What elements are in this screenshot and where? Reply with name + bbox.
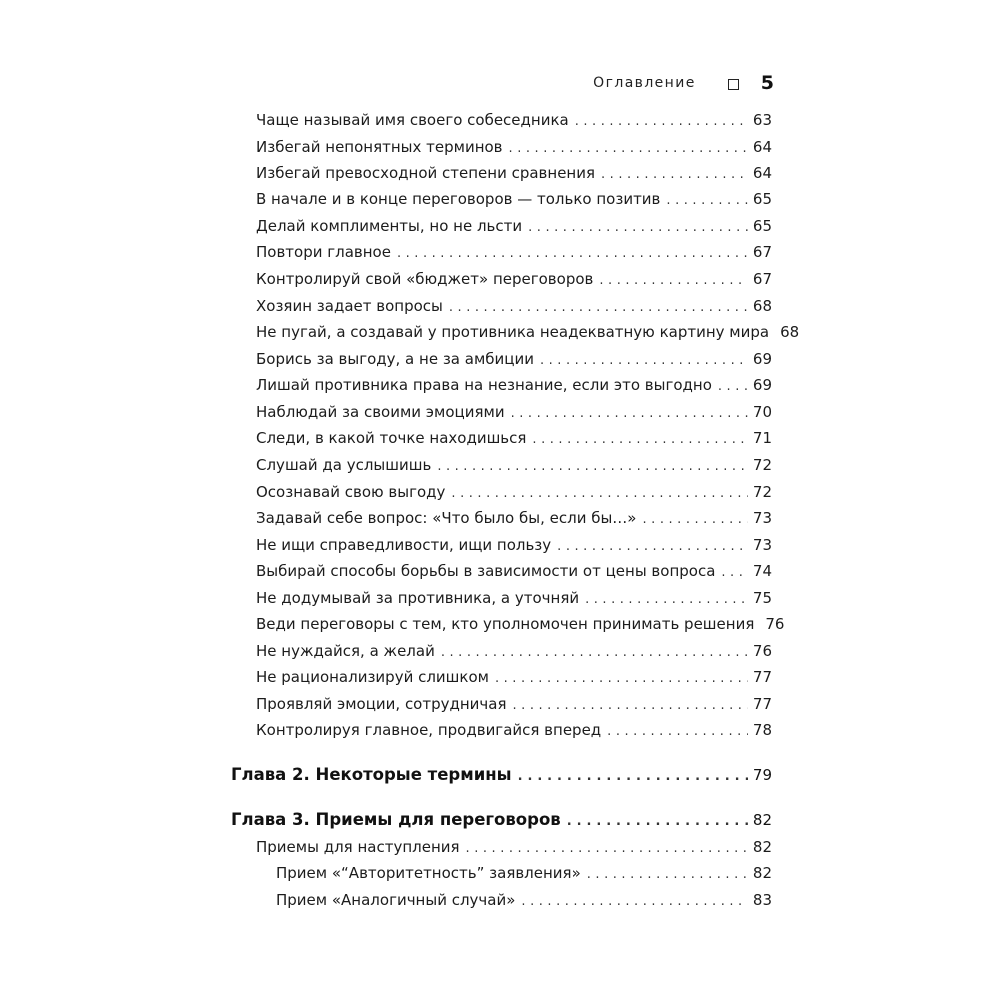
toc-entry-label: Задавай себе вопрос: «Что было бы, если бы…» xyxy=(256,509,637,527)
leader-dots xyxy=(449,298,748,318)
leader-dots xyxy=(557,537,748,557)
toc-entry[interactable] xyxy=(256,535,772,557)
leader-dots xyxy=(585,590,748,610)
toc-entry-label: Не рационализируй слишком xyxy=(256,668,489,686)
leader-dots xyxy=(521,892,747,912)
toc-entry-page: 73 xyxy=(752,509,772,527)
toc-entry[interactable] xyxy=(256,428,772,450)
toc-entry-page: 67 xyxy=(752,243,772,261)
toc-entry-label: Повтори главное xyxy=(256,243,391,261)
leader-dots xyxy=(718,377,748,397)
leader-dots xyxy=(607,722,748,742)
toc-entry-label: Осознавай свою выгоду xyxy=(256,483,446,501)
toc-entry-label: Проявляй эмоции, сотрудничая xyxy=(256,695,507,713)
toc-section-page: 82 xyxy=(752,838,772,856)
toc-subentry-label: Прием «“Авторитетность” заявления» xyxy=(276,864,581,882)
toc-entry-label: Не нуждайся, а желай xyxy=(256,642,435,660)
leader-dots xyxy=(509,139,748,159)
leader-dots xyxy=(466,839,748,859)
toc-subentry-page: 82 xyxy=(752,864,772,882)
toc-entry[interactable] xyxy=(256,242,772,264)
toc-entry[interactable] xyxy=(256,296,772,318)
toc-entry-page: 72 xyxy=(752,456,772,474)
toc-entry[interactable] xyxy=(256,322,800,344)
toc-entry-label: Чаще называй имя своего собеседника xyxy=(256,111,569,129)
leader-dots xyxy=(532,430,748,450)
toc-entry-label: Хозяин задает вопросы xyxy=(256,297,443,315)
leader-dots xyxy=(397,244,748,264)
toc-entry-page: 77 xyxy=(752,695,772,713)
leader-dots xyxy=(518,767,748,787)
toc-entry[interactable] xyxy=(256,375,772,397)
toc-chapter-label: Глава 2. Некоторые термины xyxy=(231,765,512,784)
toc-subentry[interactable] xyxy=(276,863,772,885)
toc-entry-label: Не пугай, а создавай у противника неадекватную картину мира xyxy=(256,323,770,341)
leader-dots xyxy=(511,404,748,424)
leader-dots xyxy=(441,643,748,663)
toc-entry-label: Контролируя главное, продвигайся вперед xyxy=(256,721,602,739)
toc-entry-page: 64 xyxy=(752,164,772,182)
running-header xyxy=(560,70,774,96)
page-number: 5 xyxy=(760,72,774,94)
leader-dots xyxy=(587,865,748,885)
leader-dots xyxy=(721,563,748,583)
toc-entry-label: Контролируй свой «бюджет» переговоров xyxy=(256,270,594,288)
toc-entry[interactable] xyxy=(256,402,772,424)
toc-entry[interactable] xyxy=(256,349,772,371)
toc-subentry-label: Прием «Аналогичный случай» xyxy=(276,891,516,909)
leader-dots xyxy=(495,669,748,689)
toc-entry[interactable] xyxy=(256,720,772,742)
toc-entry-label: Делай комплименты, но не льсти xyxy=(256,217,523,235)
toc-entry-page: 69 xyxy=(752,350,772,368)
toc-entry-page: 64 xyxy=(752,138,772,156)
toc-chapter-2[interactable] xyxy=(231,765,772,787)
toc-entry-label: Избегай непонятных терминов xyxy=(256,138,503,156)
toc-entry-label: Борись за выгоду, а не за амбиции xyxy=(256,350,534,368)
toc-entry-label: Не ищи справедливости, ищи пользу xyxy=(256,536,552,554)
toc-entry[interactable] xyxy=(256,216,772,238)
toc-entry-page: 75 xyxy=(752,589,772,607)
toc-entry-label: Следи, в какой точке находишься xyxy=(256,429,527,447)
toc-chapter-3[interactable] xyxy=(231,810,772,832)
toc-entry[interactable] xyxy=(256,110,772,132)
toc-subentry[interactable] xyxy=(276,890,772,912)
toc-entry-label: Избегай превосходной степени сравнения xyxy=(256,164,596,182)
running-header-title: Оглавление xyxy=(593,75,696,91)
toc-entry-page: 74 xyxy=(752,562,772,580)
toc-chapter-label: Глава 3. Приемы для переговоров xyxy=(231,810,561,829)
toc-entry-page: 77 xyxy=(752,668,772,686)
toc-entry-page: 71 xyxy=(752,429,772,447)
leader-dots xyxy=(643,510,748,530)
toc-entry[interactable] xyxy=(256,667,772,689)
toc-entry-page: 68 xyxy=(780,323,800,341)
toc-entry-page: 76 xyxy=(752,642,772,660)
leader-dots xyxy=(575,112,748,132)
toc-entry[interactable] xyxy=(256,455,772,477)
toc-section[interactable] xyxy=(256,837,772,859)
toc-entry-page: 78 xyxy=(752,721,772,739)
toc-entry-page: 65 xyxy=(752,217,772,235)
leader-dots xyxy=(567,812,748,832)
toc-entry[interactable] xyxy=(256,508,772,530)
toc-entry-page: 65 xyxy=(752,190,772,208)
toc-entry-page: 63 xyxy=(752,111,772,129)
toc-entry-label: Лишай противника права на незнание, если это выгодно xyxy=(256,376,712,394)
toc-entry-label: Не додумывай за противника, а уточняй xyxy=(256,589,580,607)
toc-entry-label: Слушай да услышишь xyxy=(256,456,432,474)
leader-dots xyxy=(437,457,748,477)
leader-dots xyxy=(666,191,748,211)
toc-entry-page: 67 xyxy=(752,270,772,288)
leader-dots xyxy=(513,696,748,716)
toc-entry[interactable] xyxy=(256,641,772,663)
leader-dots xyxy=(451,484,748,504)
toc-entry[interactable] xyxy=(256,163,772,185)
leader-dots xyxy=(540,351,748,371)
toc-subentry-page: 83 xyxy=(752,891,772,909)
toc-entry[interactable] xyxy=(256,189,772,211)
toc-section-label: Приемы для наступления xyxy=(256,838,460,856)
toc-entry[interactable] xyxy=(256,588,772,610)
toc-entry-label: В начале и в конце переговоров — только позитив xyxy=(256,190,661,208)
toc-entry-page: 69 xyxy=(752,376,772,394)
leader-dots xyxy=(528,218,748,238)
toc-chapter-page: 79 xyxy=(752,766,772,784)
toc-entry-page: 76 xyxy=(765,615,785,633)
toc-entry[interactable] xyxy=(256,137,772,159)
toc-entry-label: Выбирай способы борьбы в зависимости от цены вопроса xyxy=(256,562,716,580)
toc-entry[interactable] xyxy=(256,269,772,291)
square-bullet-icon xyxy=(728,79,739,90)
toc-entry-page: 72 xyxy=(752,483,772,501)
toc-entry-label: Наблюдай за своими эмоциями xyxy=(256,403,505,421)
toc-chapter-page: 82 xyxy=(752,811,772,829)
toc-entry[interactable] xyxy=(256,482,772,504)
leader-dots xyxy=(601,165,748,185)
toc-entry-label: Веди переговоры с тем, кто уполномочен принимать решения xyxy=(256,615,755,633)
toc-entry[interactable] xyxy=(256,694,772,716)
leader-dots xyxy=(599,271,748,291)
toc-entry-page: 70 xyxy=(752,403,772,421)
toc-entry-page: 68 xyxy=(752,297,772,315)
toc-entry[interactable] xyxy=(256,614,785,636)
toc-entry-page: 73 xyxy=(752,536,772,554)
toc-entry[interactable] xyxy=(256,561,772,583)
